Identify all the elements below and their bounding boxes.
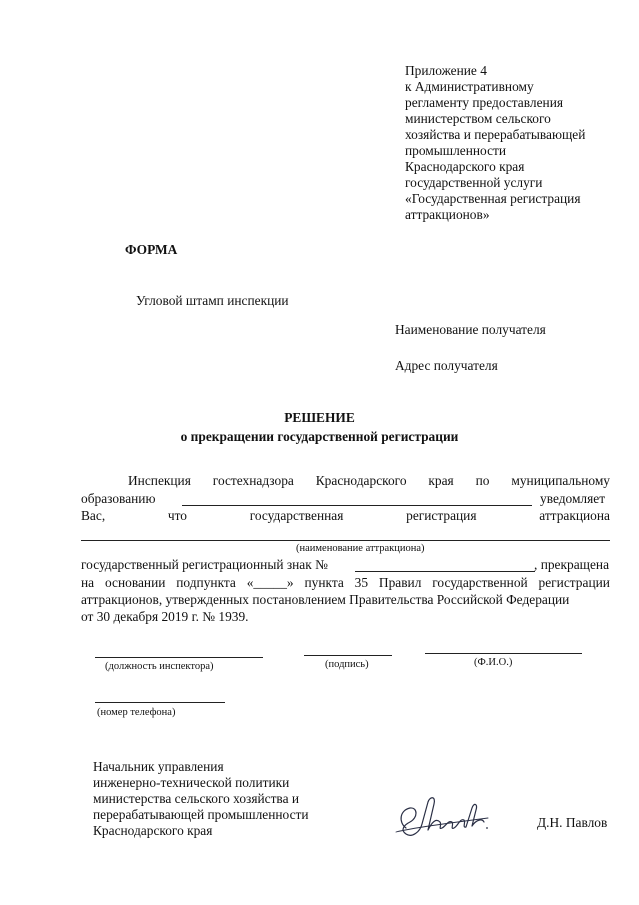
- appendix-line: регламенту предоставления: [405, 95, 564, 110]
- appendix-line: «Государственная регистрация: [405, 191, 581, 206]
- head-signature-block: [93, 759, 353, 839]
- head-name: Д.Н. Павлов: [537, 815, 608, 830]
- head-title-line: перерабатывающей промышленности: [93, 807, 309, 822]
- municipality-blank-line: [182, 505, 532, 506]
- body-line-5-start: государственный регистрационный знак №: [81, 557, 328, 572]
- body-word: муниципальному: [511, 473, 610, 488]
- body-word: 35: [354, 575, 369, 590]
- stamp-label: Угловой штамп инспекции: [136, 293, 289, 308]
- body-word: по: [475, 473, 490, 488]
- body-word: Правил: [378, 575, 422, 590]
- head-title-line: инженерно-технической политики: [93, 775, 290, 790]
- body-word: государственной: [432, 575, 528, 590]
- body-line-2-end: уведомляет: [540, 491, 606, 506]
- inspector-signature-caption: (подпись): [325, 659, 369, 670]
- head-title-line: Начальник управления: [93, 759, 224, 774]
- head-title-line: министерства сельского хозяйства и: [93, 791, 300, 806]
- appendix-line: Краснодарского края: [405, 159, 525, 174]
- handwritten-signature: [392, 788, 492, 843]
- body-line-6: [81, 575, 610, 591]
- appendix-line: промышленности: [405, 143, 507, 158]
- inspector-position-caption: (должность инспектора): [105, 661, 214, 672]
- body-word: что: [167, 508, 187, 523]
- body-line-1: [128, 473, 610, 489]
- registration-number-line: [355, 571, 535, 572]
- body-word: пункта: [304, 575, 344, 590]
- inspector-name-line: [425, 653, 582, 654]
- body-word: гостехнадзора: [212, 473, 294, 488]
- body-line-2-start: образованию: [81, 491, 156, 506]
- document-title: РЕШЕНИЕ: [284, 410, 355, 425]
- body-word: «_____»: [246, 575, 294, 590]
- appendix-block: [405, 63, 630, 223]
- document-subtitle: о прекращении государственной регистрации: [180, 429, 459, 444]
- attraction-caption: (наименование аттракциона): [296, 543, 425, 554]
- body-word: края: [428, 473, 454, 488]
- appendix-line: Приложение 4: [405, 63, 487, 78]
- body-line-3: [81, 508, 610, 524]
- body-word: регистрации: [538, 575, 610, 590]
- appendix-line: министерством сельского: [405, 111, 551, 126]
- body-line-8: от 30 декабря 2019 г. № 1939.: [81, 609, 249, 624]
- body-word: Вас,: [81, 508, 106, 523]
- body-word: регистрация: [406, 508, 477, 523]
- body-word: на: [81, 575, 95, 590]
- body-word: Краснодарского: [315, 473, 407, 488]
- inspector-position-line: [95, 657, 263, 658]
- body-line-7: аттракционов, утвержденных постановлением Правительства Российской Федерации: [81, 592, 570, 607]
- body-word: аттракциона: [539, 508, 610, 523]
- inspector-name-caption: (Ф.И.О.): [474, 657, 513, 668]
- inspector-signature-line: [304, 655, 392, 656]
- body-word: подпункта: [176, 575, 236, 590]
- recipient-address-label: Адрес получателя: [395, 358, 498, 373]
- attraction-name-line: [81, 540, 610, 541]
- appendix-line: аттракционов»: [405, 207, 490, 222]
- head-title-line: Краснодарского края: [93, 823, 213, 838]
- appendix-line: государственной услуги: [405, 175, 543, 190]
- body-word: основании: [104, 575, 166, 590]
- form-label: ФОРМА: [125, 242, 178, 257]
- recipient-name-label: Наименование получателя: [395, 322, 546, 337]
- appendix-line: хозяйства и перерабатывающей: [405, 127, 586, 142]
- body-word: Инспекция: [128, 473, 191, 488]
- appendix-line: к Административному: [405, 79, 534, 94]
- body-word: государственная: [249, 508, 344, 523]
- phone-caption: (номер телефона): [97, 707, 176, 718]
- phone-line: [95, 702, 225, 703]
- body-line-5-end: , прекращена: [534, 557, 610, 572]
